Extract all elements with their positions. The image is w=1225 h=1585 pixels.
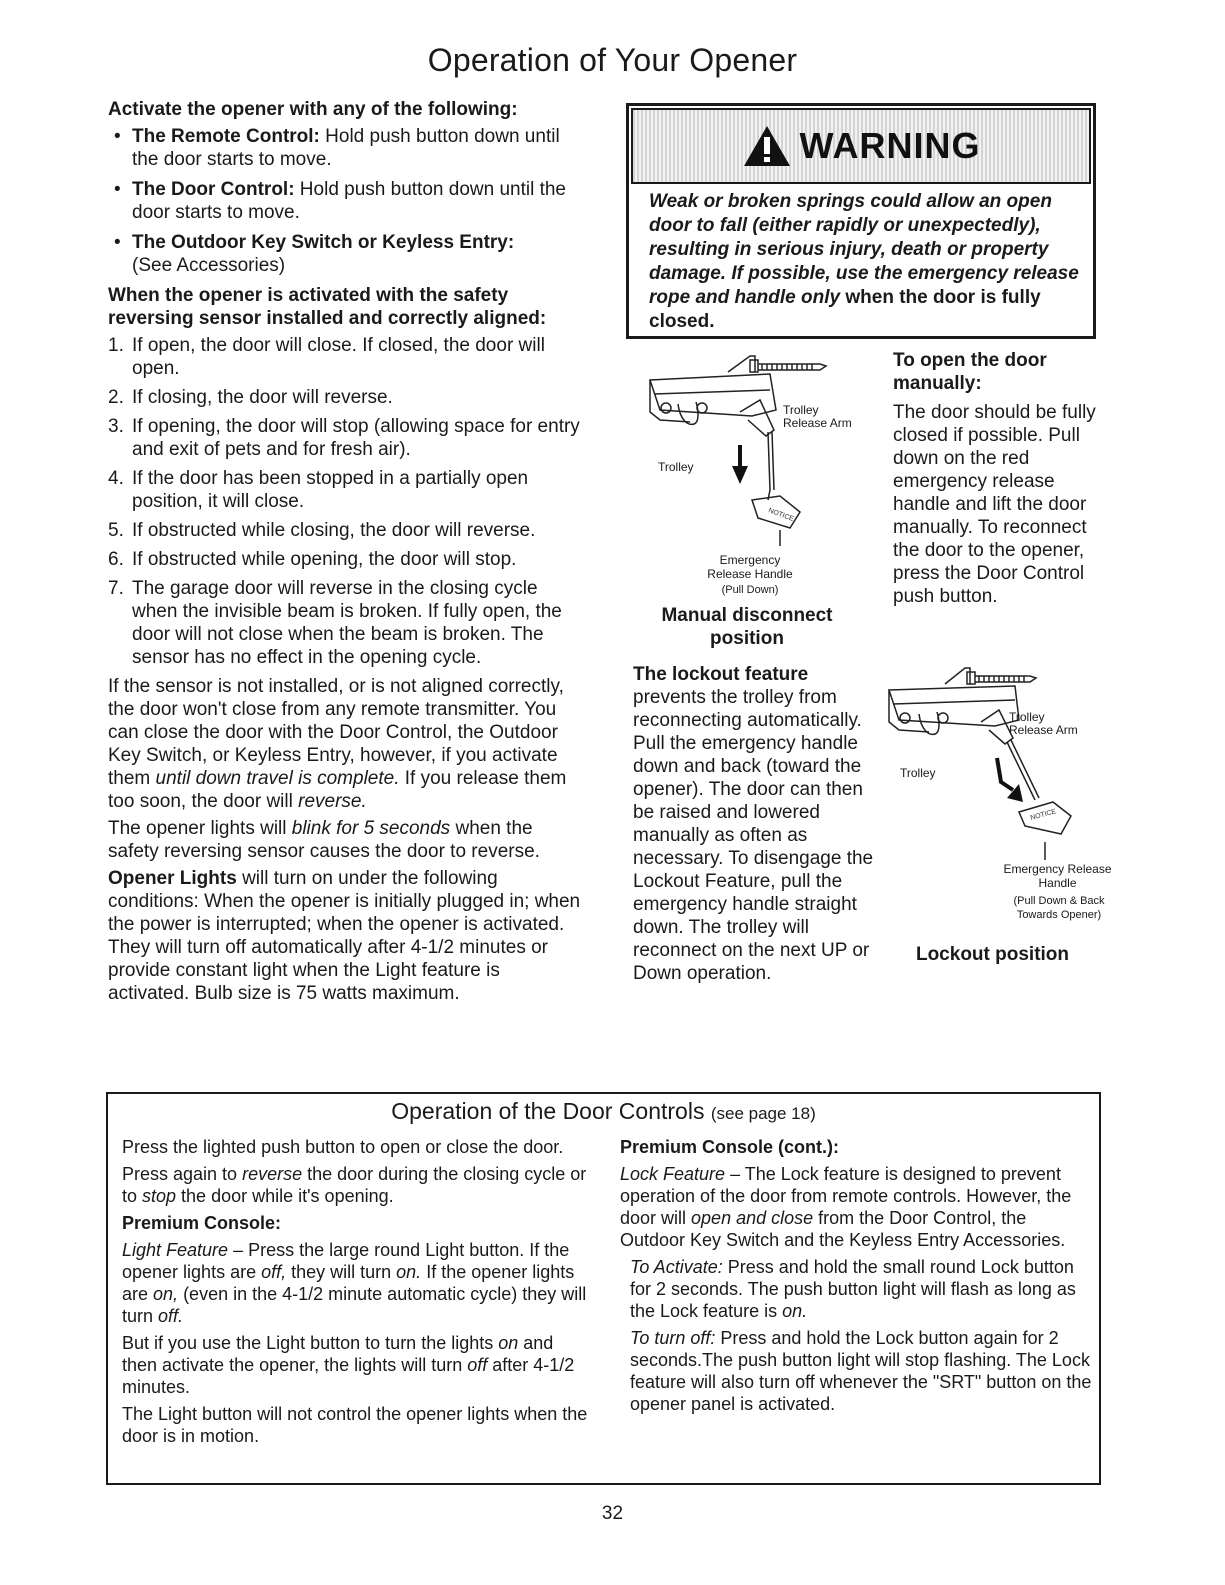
text-run: If the opener lights are: [122, 1262, 575, 1304]
text-run: will turn on under the following conditions: When the opener is initially plugged in; when the power is interrupted; when the opener is activated. They will turn off automatically after 4-1/2 minutes or provide constant light when the Light feature is activated. Bulb size is 75 watts maximum.: [108, 868, 581, 1004]
list-item: [108, 125, 586, 171]
item-number: 1.: [108, 335, 124, 356]
lockout-heading: The lockout feature: [633, 664, 809, 685]
open-manually-section: [893, 349, 1098, 608]
warning-box: [626, 103, 1096, 339]
lockout-caption: Lockout position: [915, 944, 1070, 965]
item-text: If the door has been stopped in a partially open position, it will close.: [132, 468, 529, 512]
item-text: If open, the door will close. If closed, the door will open.: [132, 335, 545, 379]
list-item: [108, 467, 586, 513]
item-number: 3.: [108, 416, 124, 437]
lights-paragraph: [108, 817, 586, 863]
left-column: [108, 98, 586, 1009]
paragraph: [620, 1256, 1092, 1322]
sensor-behavior-list: [108, 334, 586, 669]
door-controls-left-column: [122, 1136, 592, 1452]
item-number: 6.: [108, 549, 124, 570]
text-run: Opener Lights: [108, 868, 237, 889]
notice-label: NOTICE: [767, 507, 795, 523]
warning-triangle-icon: [742, 124, 792, 168]
text-run: off.: [158, 1306, 184, 1326]
text-run: they will turn: [286, 1262, 397, 1282]
bullet-text: Hold push button down until the door starts to move.: [132, 179, 566, 223]
text-run: – Press the large round Light button. If the opener lights are: [122, 1240, 570, 1282]
trolley-release-arm-label: Trolley Release Arm: [1009, 710, 1078, 737]
bullet-text: (See Accessories): [132, 255, 286, 276]
text-run: – The Lock feature is designed to prevent operation of the door from remote controls. However, the door will: [620, 1164, 1072, 1228]
pull-down-label: (Pull Down): [721, 584, 779, 596]
text-run: The opener lights will: [108, 818, 292, 839]
door-controls-right-column: [620, 1136, 1092, 1420]
bullet-term: The Outdoor Key Switch or Keyless Entry:: [132, 232, 515, 253]
trolley-release-arm-label: Trolley Release Arm: [783, 403, 852, 430]
open-manually-heading: To open the door manually:: [893, 350, 1047, 394]
text-run: To turn off:: [630, 1328, 716, 1348]
list-item: [108, 231, 586, 277]
text-run: open and close: [691, 1208, 814, 1228]
warning-text: [629, 186, 1093, 334]
lockout-text: prevents the trolley from reconnecting automatically. Pull the emergency handle down and back (toward the opener). The door can then be raised and lowered manually as often as necessary. To disengage the Lockout Feature, pull the emergency handle straight down. The trolley will reconnect on the next UP or Down operation.: [633, 687, 874, 984]
text-run: only: [801, 287, 841, 308]
text-run: reverse.: [298, 791, 367, 812]
item-text: The garage door will reverse in the closing cycle when the invisible beam is broken. If fully open, the door will not close when the beam is broken. The sensor has no effect in the opening cycle.: [132, 578, 562, 668]
text-run: on: [498, 1333, 519, 1353]
item-number: 5.: [108, 520, 124, 541]
text-run: the door while it's opening.: [176, 1186, 394, 1206]
text-run: from the Door Control, the Outdoor Key Switch and the Keyless Entry Accessories.: [620, 1208, 1066, 1250]
text-run: To Activate:: [630, 1257, 723, 1277]
door-controls-box: [106, 1092, 1101, 1485]
item-text: If obstructed while closing, the door will reverse.: [132, 520, 536, 541]
text-run: after 4-1/2 minutes.: [122, 1355, 575, 1397]
emergency-handle-label: Emergency Release Handle: [707, 553, 793, 581]
text-run: Weak or broken springs could allow an open door to fall (either rapidly or unexpectedly), resulting in serious injury, death or property damage. If possible, use the emergency release rope and handle: [649, 191, 1079, 308]
text-run: If the sensor is not installed, or is not aligned correctly, the door won't close from any remote transmitter. You can close the door with the Door Control, the Outdoor Key Switch, or Keyless Entry, however, if you activate them: [108, 676, 564, 789]
activation-list: [108, 125, 586, 277]
text-run: reverse: [242, 1164, 303, 1184]
list-item: [108, 334, 586, 380]
trolley-label: Trolley: [658, 460, 694, 474]
item-number: 4.: [108, 468, 124, 489]
sensor-heading: When the opener is activated with the safety reversing sensor installed and correctly aligned:: [108, 285, 547, 329]
page-number: 32: [601, 1503, 624, 1524]
text-run: blink for 5 seconds: [291, 818, 451, 839]
text-run: (even in the 4-1/2 minute automatic cycle) they will turn: [122, 1284, 587, 1326]
emergency-handle-label: Emergency Release Handle: [1003, 862, 1112, 890]
text-run: Press and hold the small round Lock button for 2 seconds. The push button light will flash as long as the Lock feature is: [630, 1257, 1076, 1321]
list-item: [108, 519, 586, 542]
item-number: 7.: [108, 578, 124, 599]
manual-disconnect-illustration: [640, 350, 880, 560]
lockout-illustration: [885, 660, 1095, 860]
sensor-paragraph: [108, 675, 586, 813]
list-item: [108, 415, 586, 461]
opener-lights-paragraph: [108, 867, 586, 1005]
pull-down-back-label: (Pull Down & Back Towards Opener): [1013, 895, 1105, 921]
text-run: off: [467, 1355, 488, 1375]
text-run: Press and hold the Lock button again for 2 seconds.The push button light will stop flashing. The Lock feature will also turn off whenever the "SRT" button on the opener panel is activated.: [630, 1328, 1092, 1414]
text-run: when the safety reversing sensor causes the door to reverse.: [108, 818, 540, 862]
bullet-term: The Remote Control:: [132, 126, 320, 147]
paragraph: [122, 1332, 592, 1398]
warning-word: WARNING: [799, 125, 981, 166]
text-run: on.: [396, 1262, 422, 1282]
trolley-label: Trolley: [900, 766, 936, 780]
paragraph: [620, 1163, 1092, 1251]
text-run: until down travel is complete.: [155, 768, 400, 789]
text-run: on.: [782, 1301, 808, 1321]
text-run: But if you use the Light button to turn the lights: [122, 1333, 499, 1353]
lockout-section: [633, 663, 878, 985]
text-run: off,: [261, 1262, 287, 1282]
list-item: [108, 178, 586, 224]
item-text: If opening, the door will stop (allowing space for entry and exit of pets and for fresh air).: [132, 416, 580, 460]
notice-label: NOTICE: [1029, 808, 1058, 822]
paragraph: The Light button will not control the opener lights when the door is in motion.: [122, 1404, 588, 1446]
list-item: [108, 548, 586, 571]
list-item: [108, 386, 586, 409]
text-run: stop: [142, 1186, 177, 1206]
text-run: Press again to: [122, 1164, 243, 1184]
list-item: [108, 577, 586, 669]
premium-console-heading: Premium Console:: [122, 1213, 282, 1233]
paragraph: [122, 1163, 592, 1207]
text-run: If you release them too soon, the door will: [108, 768, 567, 812]
door-controls-title-ref: (see page 18): [710, 1104, 816, 1123]
item-text: If closing, the door will reverse.: [132, 387, 393, 408]
text-run: and then activate the opener, the lights will turn: [122, 1333, 554, 1375]
paragraph: Press the lighted push button to open or close the door.: [122, 1137, 564, 1157]
text-run: Light Feature: [122, 1240, 229, 1260]
text-run: on,: [153, 1284, 179, 1304]
paragraph: [620, 1327, 1092, 1415]
warning-header: [631, 108, 1091, 184]
door-controls-title-text: Operation of the Door Controls: [391, 1098, 705, 1124]
bullet-text: Hold push button down until the door starts to move.: [132, 126, 560, 170]
activate-heading: Activate the opener with any of the following:: [108, 99, 518, 120]
door-controls-title: [108, 1098, 1099, 1125]
text-run: when the door is fully closed.: [649, 287, 1041, 332]
text-run: Lock Feature: [620, 1164, 726, 1184]
page-title: Operation of Your Opener: [427, 42, 798, 78]
open-manually-text: The door should be fully closed if possible. Pull down on the red emergency release handle and lift the door manually. To reconnect the door to the opener, press the Door Control push button.: [893, 402, 1096, 607]
bullet-term: The Door Control:: [132, 179, 295, 200]
manual-disconnect-caption: Manual disconnect position: [661, 605, 833, 649]
item-text: If obstructed while opening, the door will stop.: [132, 549, 517, 570]
premium-console-cont-heading: Premium Console (cont.):: [620, 1137, 840, 1157]
text-run: the door during the closing cycle or to: [122, 1164, 587, 1206]
paragraph: [122, 1239, 592, 1327]
item-number: 2.: [108, 387, 124, 408]
